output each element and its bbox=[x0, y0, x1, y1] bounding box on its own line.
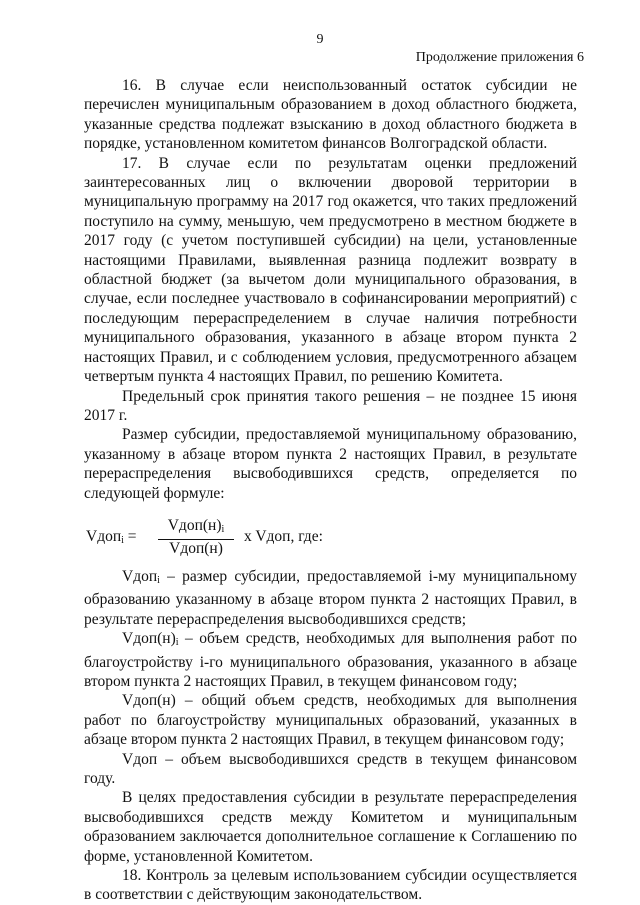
paragraph-18: 18. Контроль за целевым использованием субсидии осуществляется в соответствии с действующим законодательством. bbox=[84, 867, 577, 904]
formula-lhs-term: Vдоп bbox=[86, 527, 122, 545]
formula-fraction bbox=[158, 517, 234, 558]
formula-equals: = bbox=[127, 527, 137, 545]
paragraph-17: 17. В случае если по результатам оценки предложений заинтересованных лиц о включении дворовой территории в муниципальную программу на 2017 год окажется, что таких предложений поступило на сумму, меньшую, чем предусмотрено в местном бюджете в 2017 году (с учетом поступившей субсидии) на цели, установленные настоящими Правилами, выявленная разница подлежит возврату в областной бюджет (за вычетом доли муниципального образования, в случае, если последнее участвовало в софинансировании мероприятий) с последующим перераспределением в случае наличия потребности муниципального образования, указанного в абзаце втором пункта 2 настоящих Правил, и с соблюдением условия, предусмотренного абзацем четвертым пункта 4 настоящих Правил, по решению Комитета. bbox=[84, 154, 577, 386]
formula-numerator-term: Vдоп(н) bbox=[167, 516, 222, 534]
term-subscript: i bbox=[175, 637, 179, 649]
definition-text: – размер субсидии, предоставляемой i-му муниципальному образованию указанному в абзаце втором пункта 2 настоящих Правил, в результате перераспределения высвободившихся средств; bbox=[84, 567, 578, 628]
definition-vdop-n-i bbox=[84, 629, 577, 691]
definition-text: – объем высвободившихся средств в текущем финансовом году. bbox=[84, 750, 577, 787]
term-vdop-n-i: Vдоп(н) bbox=[122, 630, 176, 648]
definition-vdop-i bbox=[84, 567, 577, 629]
page-number: 9 bbox=[316, 32, 324, 47]
document-body bbox=[84, 76, 577, 905]
formula-rhs: x Vдоп, где: bbox=[244, 527, 323, 545]
definition-vdop-n bbox=[84, 691, 577, 749]
term-vdop-i: Vдоп bbox=[122, 567, 158, 585]
deadline-paragraph: Предельный срок принятия такого решения – не позднее 15 июня 2017 г. bbox=[84, 387, 577, 424]
appendix-continuation-note: Продолжение приложения 6 bbox=[415, 50, 584, 65]
formula-lhs bbox=[86, 527, 137, 550]
definition-text: – объем средств, необходимых для выполнения работ по благоустройству i-го муниципального образования, указанного в абзаце втором пункта 2 настоящих Правил, в текущем финансовом году; bbox=[84, 630, 577, 690]
definition-text: – общий объем средств, необходимых для выполнения работ по благоустройству муниципальных образований, указанных в абзаце втором пункта 2 настоящих Правил, в текущем финансовом году; bbox=[84, 692, 577, 749]
paragraph-16: 16. В случае если неиспользованный остаток субсидии не перечислен муниципальным образованием в доход областного бюджета, указанные средства подлежат взысканию в доход областного бюджета в порядке, установленном комитетом финансов Волгоградской области. bbox=[84, 77, 577, 153]
agreement-paragraph: В целях предоставления субсидии в результате перераспределения высвободившихся средств между Комитетом и муниципальным образованием заключается дополнительное соглашение к Соглашению по форме, установленной Комитетом. bbox=[84, 789, 577, 865]
formula-denominator: Vдоп(н) bbox=[169, 539, 223, 557]
term-vdop: Vдоп bbox=[122, 750, 158, 768]
term-subscript: i bbox=[157, 574, 160, 586]
formula-numerator bbox=[158, 517, 234, 540]
formula-numerator-subscript: i bbox=[221, 523, 225, 535]
term-vdop-n: Vдоп(н) bbox=[122, 692, 176, 710]
subsidy-size-paragraph: Размер субсидии, предоставляемой муниципальному образованию, указанному в абзаце втором пункта 2 настоящих Правил, в результате перераспределения высвободившихся средств, определяется по следующей формуле: bbox=[84, 426, 577, 502]
formula-lhs-subscript: i bbox=[121, 534, 124, 546]
formula bbox=[84, 505, 577, 567]
definition-vdop bbox=[84, 750, 577, 789]
